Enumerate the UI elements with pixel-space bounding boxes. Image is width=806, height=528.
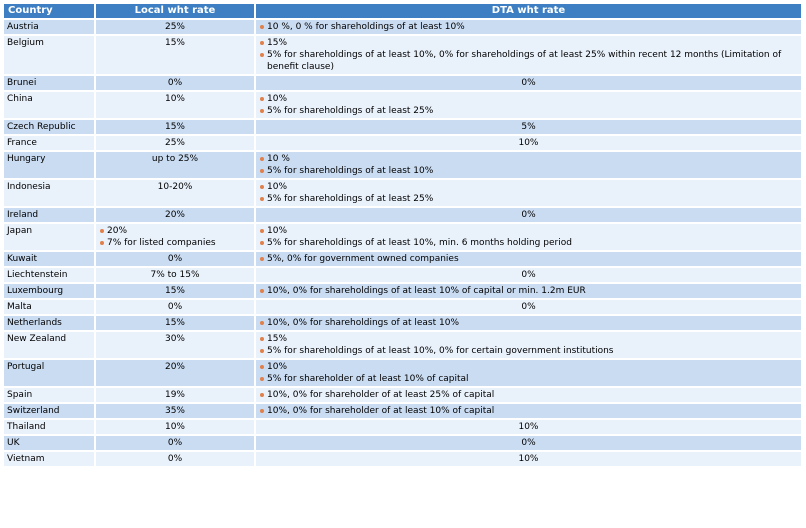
cell-country: Thailand <box>4 420 96 436</box>
cell-country: Liechtenstein <box>4 268 96 284</box>
cell-local-rate-value: 20% <box>164 210 185 220</box>
cell-dta-rate-list <box>259 333 798 357</box>
bullet-item: 10%, 0% for shareholdings of at least 10% <box>259 317 798 329</box>
cell-dta-rate <box>256 152 803 180</box>
cell-dta-rate-value: 10% <box>518 138 539 148</box>
cell-dta-rate <box>256 92 803 120</box>
cell-local-rate <box>96 452 256 468</box>
table-row <box>4 284 803 300</box>
cell-country: Luxembourg <box>4 284 96 300</box>
cell-dta-rate-list <box>259 317 798 329</box>
cell-local-rate-value: 25% <box>164 22 185 32</box>
cell-local-rate-value: 25% <box>164 138 185 148</box>
cell-country: Hungary <box>4 152 96 180</box>
cell-country: New Zealand <box>4 332 96 360</box>
cell-country: Japan <box>4 224 96 252</box>
cell-dta-rate-list <box>259 361 798 385</box>
cell-local-rate-value: 10% <box>164 94 185 104</box>
cell-dta-rate-list <box>259 153 798 177</box>
bullet-item: 15% <box>259 333 798 345</box>
cell-local-rate <box>96 136 256 152</box>
bullet-item: 20% <box>99 225 251 237</box>
cell-dta-rate <box>256 388 803 404</box>
bullet-item: 5% for shareholdings of at least 10%, min. 6 months holding period <box>259 237 798 249</box>
cell-local-rate <box>96 224 256 252</box>
cell-country: Austria <box>4 20 96 36</box>
cell-local-rate <box>96 436 256 452</box>
cell-local-rate-value: 15% <box>164 318 185 328</box>
cell-country: Brunei <box>4 76 96 92</box>
cell-dta-rate-value: 0% <box>521 438 536 448</box>
cell-local-rate-value: 0% <box>167 438 183 448</box>
cell-local-rate-value: 19% <box>164 390 185 400</box>
cell-dta-rate-value: 0% <box>521 270 536 280</box>
cell-dta-rate <box>256 300 803 316</box>
cell-dta-rate <box>256 136 803 152</box>
header-row <box>4 4 803 20</box>
cell-local-rate <box>96 284 256 300</box>
cell-dta-rate <box>256 76 803 92</box>
cell-country: Indonesia <box>4 180 96 208</box>
cell-country: Czech Republic <box>4 120 96 136</box>
cell-dta-rate <box>256 20 803 36</box>
cell-local-rate-value: 10% <box>164 422 185 432</box>
cell-country: Spain <box>4 388 96 404</box>
table-row <box>4 360 803 388</box>
cell-local-rate <box>96 92 256 120</box>
header-country: Country <box>4 4 96 20</box>
cell-local-rate <box>96 208 256 224</box>
cell-dta-rate <box>256 436 803 452</box>
bullet-item: 10%, 0% for shareholder of at least 25% of capital <box>259 389 798 401</box>
table-row <box>4 152 803 180</box>
cell-local-rate <box>96 152 256 180</box>
cell-local-rate <box>96 332 256 360</box>
cell-dta-rate-list <box>259 405 798 417</box>
cell-dta-rate <box>256 224 803 252</box>
cell-dta-rate <box>256 252 803 268</box>
bullet-item: 5% for shareholdings of at least 25% <box>259 193 798 205</box>
cell-local-rate-value: 0% <box>167 454 183 464</box>
cell-local-rate-value: 35% <box>164 406 185 416</box>
cell-local-rate-value: 0% <box>167 78 183 88</box>
cell-dta-rate-list <box>259 181 798 205</box>
bullet-item: 10% <box>259 225 798 237</box>
cell-local-rate <box>96 360 256 388</box>
wht-rate-table <box>4 4 803 468</box>
table-row <box>4 208 803 224</box>
cell-dta-rate <box>256 180 803 208</box>
cell-dta-rate <box>256 268 803 284</box>
cell-dta-rate <box>256 420 803 436</box>
bullet-item: 5% for shareholdings of at least 10% <box>259 165 798 177</box>
cell-local-rate <box>96 268 256 284</box>
cell-country: China <box>4 92 96 120</box>
table-row <box>4 252 803 268</box>
bullet-item: 5% for shareholdings of at least 25% <box>259 105 798 117</box>
cell-local-rate-value: up to 25% <box>151 154 199 164</box>
cell-local-rate <box>96 20 256 36</box>
cell-country: Switzerland <box>4 404 96 420</box>
cell-dta-rate-list <box>259 389 798 401</box>
cell-dta-rate-list <box>259 253 798 265</box>
table-row <box>4 92 803 120</box>
cell-country: Netherlands <box>4 316 96 332</box>
cell-dta-rate <box>256 284 803 300</box>
table-row <box>4 120 803 136</box>
cell-local-rate <box>96 36 256 76</box>
cell-dta-rate <box>256 332 803 360</box>
cell-local-rate-value: 15% <box>164 122 185 132</box>
bullet-item: 5% for shareholdings of at least 10%, 0% for shareholdings of at least 25% within recent 12 months (Limitation of benefit clause) <box>259 49 798 73</box>
bullet-item: 7% for listed companies <box>99 237 251 249</box>
bullet-item: 5% for shareholder of at least 10% of capital <box>259 373 798 385</box>
cell-local-rate <box>96 252 256 268</box>
header-local-wht-rate: Local wht rate <box>96 4 256 20</box>
cell-dta-rate <box>256 208 803 224</box>
cell-country: UK <box>4 436 96 452</box>
cell-dta-rate-list <box>259 285 798 297</box>
cell-dta-rate-list <box>259 225 798 249</box>
table-row <box>4 36 803 76</box>
table-row <box>4 316 803 332</box>
cell-dta-rate <box>256 316 803 332</box>
cell-dta-rate-value: 10% <box>518 422 539 432</box>
cell-local-rate <box>96 388 256 404</box>
cell-dta-rate <box>256 360 803 388</box>
bullet-item: 10% <box>259 181 798 193</box>
table-row <box>4 420 803 436</box>
bullet-item: 10%, 0% for shareholder of at least 10% of capital <box>259 405 798 417</box>
cell-dta-rate-value: 0% <box>521 302 536 312</box>
cell-country: Portugal <box>4 360 96 388</box>
cell-local-rate <box>96 420 256 436</box>
cell-local-rate-value: 0% <box>167 302 183 312</box>
cell-country: Ireland <box>4 208 96 224</box>
table-row <box>4 300 803 316</box>
cell-dta-rate-value: 5% <box>521 122 536 132</box>
bullet-item: 10%, 0% for shareholdings of at least 10% of capital or min. 1.2m EUR <box>259 285 798 297</box>
cell-local-rate <box>96 180 256 208</box>
cell-local-rate-value: 15% <box>164 38 185 48</box>
table-row <box>4 404 803 420</box>
cell-dta-rate-list <box>259 21 798 33</box>
cell-dta-rate-list <box>259 93 798 117</box>
table-row <box>4 224 803 252</box>
table-row <box>4 332 803 360</box>
bullet-item: 10 %, 0 % for shareholdings of at least 10% <box>259 21 798 33</box>
cell-dta-rate-list <box>259 37 798 73</box>
header-dta-wht-rate: DTA wht rate <box>256 4 803 20</box>
cell-local-rate-value: 20% <box>164 362 185 372</box>
table-row <box>4 76 803 92</box>
table-row <box>4 452 803 468</box>
cell-dta-rate-value: 10% <box>518 454 539 464</box>
cell-dta-rate <box>256 120 803 136</box>
table-row <box>4 136 803 152</box>
cell-local-rate <box>96 120 256 136</box>
bullet-item: 5%, 0% for government owned companies <box>259 253 798 265</box>
table-row <box>4 436 803 452</box>
cell-dta-rate <box>256 36 803 76</box>
bullet-item: 10% <box>259 361 798 373</box>
table-row <box>4 180 803 208</box>
cell-local-rate-value: 10-20% <box>157 182 193 192</box>
cell-dta-rate-value: 0% <box>521 210 536 220</box>
cell-local-rate <box>96 404 256 420</box>
cell-local-rate <box>96 300 256 316</box>
cell-local-rate <box>96 316 256 332</box>
table-row <box>4 388 803 404</box>
bullet-item: 15% <box>259 37 798 49</box>
cell-local-rate <box>96 76 256 92</box>
cell-local-rate-value: 15% <box>164 286 185 296</box>
cell-country: Vietnam <box>4 452 96 468</box>
table-body <box>4 20 803 468</box>
cell-country: Belgium <box>4 36 96 76</box>
bullet-item: 10% <box>259 93 798 105</box>
cell-local-rate-value: 7% to 15% <box>150 270 200 280</box>
cell-dta-rate <box>256 452 803 468</box>
cell-local-rate-list <box>99 225 251 249</box>
cell-dta-rate-value: 0% <box>521 78 536 88</box>
table-row <box>4 268 803 284</box>
cell-country: France <box>4 136 96 152</box>
cell-local-rate-value: 0% <box>167 254 183 264</box>
cell-dta-rate <box>256 404 803 420</box>
cell-local-rate-value: 30% <box>164 334 185 344</box>
bullet-item: 5% for shareholdings of at least 10%, 0% for certain government institutions <box>259 345 798 357</box>
bullet-item: 10 % <box>259 153 798 165</box>
table-row <box>4 20 803 36</box>
cell-country: Kuwait <box>4 252 96 268</box>
cell-country: Malta <box>4 300 96 316</box>
